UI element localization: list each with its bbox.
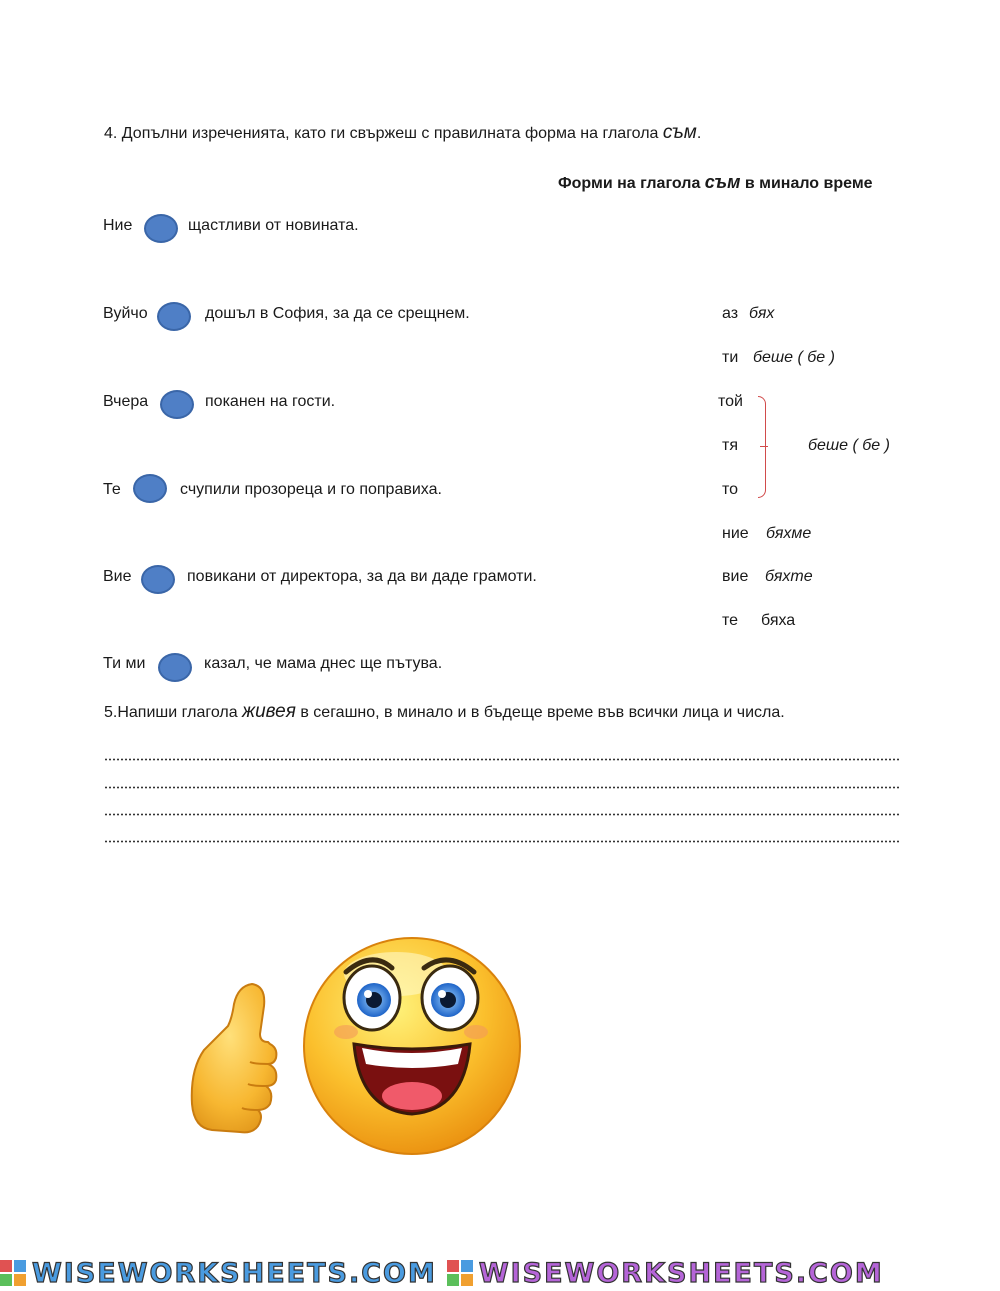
- answer-slot-2[interactable]: [157, 302, 191, 331]
- sentence-start: Вуйчо: [103, 305, 148, 322]
- answer-slot-6[interactable]: [158, 653, 192, 682]
- task-4-prefix: 4. Допълни изреченията, като ги свържеш с правилната форма на глагола: [104, 125, 663, 142]
- wise-logo-icon: [447, 1260, 473, 1286]
- task-4-verb: съм: [662, 122, 697, 143]
- sentence-start: Ние: [103, 217, 133, 234]
- forms-title-verb: съм: [704, 172, 741, 192]
- footer-brand-text: WISEWORKSHEETS.COM: [32, 1257, 437, 1289]
- pronoun: тя: [722, 437, 738, 454]
- verb-form: бях: [749, 305, 775, 322]
- task-4-instruction: [104, 123, 701, 144]
- task-5-verb: живея: [242, 701, 296, 722]
- footer-brand-unit: [0, 1258, 437, 1289]
- verb-form: бяхте: [765, 568, 813, 585]
- smiley-thumbs-up-illustration: [186, 934, 526, 1158]
- footer-brand-text: WISEWORKSHEETS.COM: [478, 1257, 884, 1289]
- sentence-end: дошъл в София, за да се срещнем.: [205, 305, 470, 322]
- pronoun: той: [718, 393, 743, 410]
- forms-title-prefix: Форми на глагола: [558, 175, 705, 192]
- forms-title-suffix: в минало време: [740, 175, 873, 192]
- smiley-face-icon: [304, 938, 520, 1154]
- pronoun: ти: [722, 349, 739, 366]
- task-5-instruction: [104, 702, 785, 723]
- verb-form: бяхме: [766, 525, 812, 542]
- task-5-suffix: в сегашно, в минало и в бъдеще време във всички лица и числа.: [295, 704, 785, 721]
- answer-line-1[interactable]: [104, 758, 900, 761]
- pronoun: те: [722, 612, 739, 629]
- answer-slot-3[interactable]: [160, 390, 194, 419]
- sentence-end: щастливи от новината.: [188, 217, 359, 234]
- pronoun: ние: [722, 525, 749, 542]
- pronoun: аз: [722, 305, 739, 322]
- verb-form: бяха: [761, 612, 796, 629]
- thumbs-up-icon: [192, 984, 277, 1132]
- answer-slot-4[interactable]: [133, 474, 167, 503]
- forms-title: [558, 172, 873, 194]
- footer-banner: [0, 1256, 1000, 1290]
- sentence-end: счупили прозореца и го поправиха.: [180, 481, 442, 498]
- pronoun: вие: [722, 568, 749, 585]
- sentence-end: казал, че мама днес ще пътува.: [204, 655, 443, 672]
- answer-slot-5[interactable]: [141, 565, 175, 594]
- footer-brand-unit: [447, 1258, 884, 1289]
- sentence-start: Ти ми: [103, 655, 146, 672]
- verb-form: беше ( бе ): [753, 349, 835, 366]
- sentence-end: поканен на гости.: [205, 393, 336, 410]
- sentence-start: Вчера: [103, 393, 149, 410]
- sentence-start: Вие: [103, 568, 132, 585]
- wise-logo-icon: [0, 1260, 26, 1286]
- answer-line-3[interactable]: [104, 813, 900, 816]
- grouping-brace-tip: [760, 446, 768, 447]
- answer-line-2[interactable]: [104, 786, 900, 789]
- pronoun: то: [722, 481, 739, 498]
- sentence-end: повикани от директора, за да ви даде грамоти.: [187, 568, 537, 585]
- task-4-suffix: .: [696, 125, 702, 142]
- answer-line-4[interactable]: [104, 840, 900, 843]
- answer-slot-1[interactable]: [144, 214, 178, 243]
- grouping-brace: [758, 396, 766, 498]
- task-5-prefix: 5.Напиши глагола: [104, 704, 243, 721]
- sentence-start: Те: [103, 481, 121, 498]
- verb-form-group: беше ( бе ): [808, 437, 890, 454]
